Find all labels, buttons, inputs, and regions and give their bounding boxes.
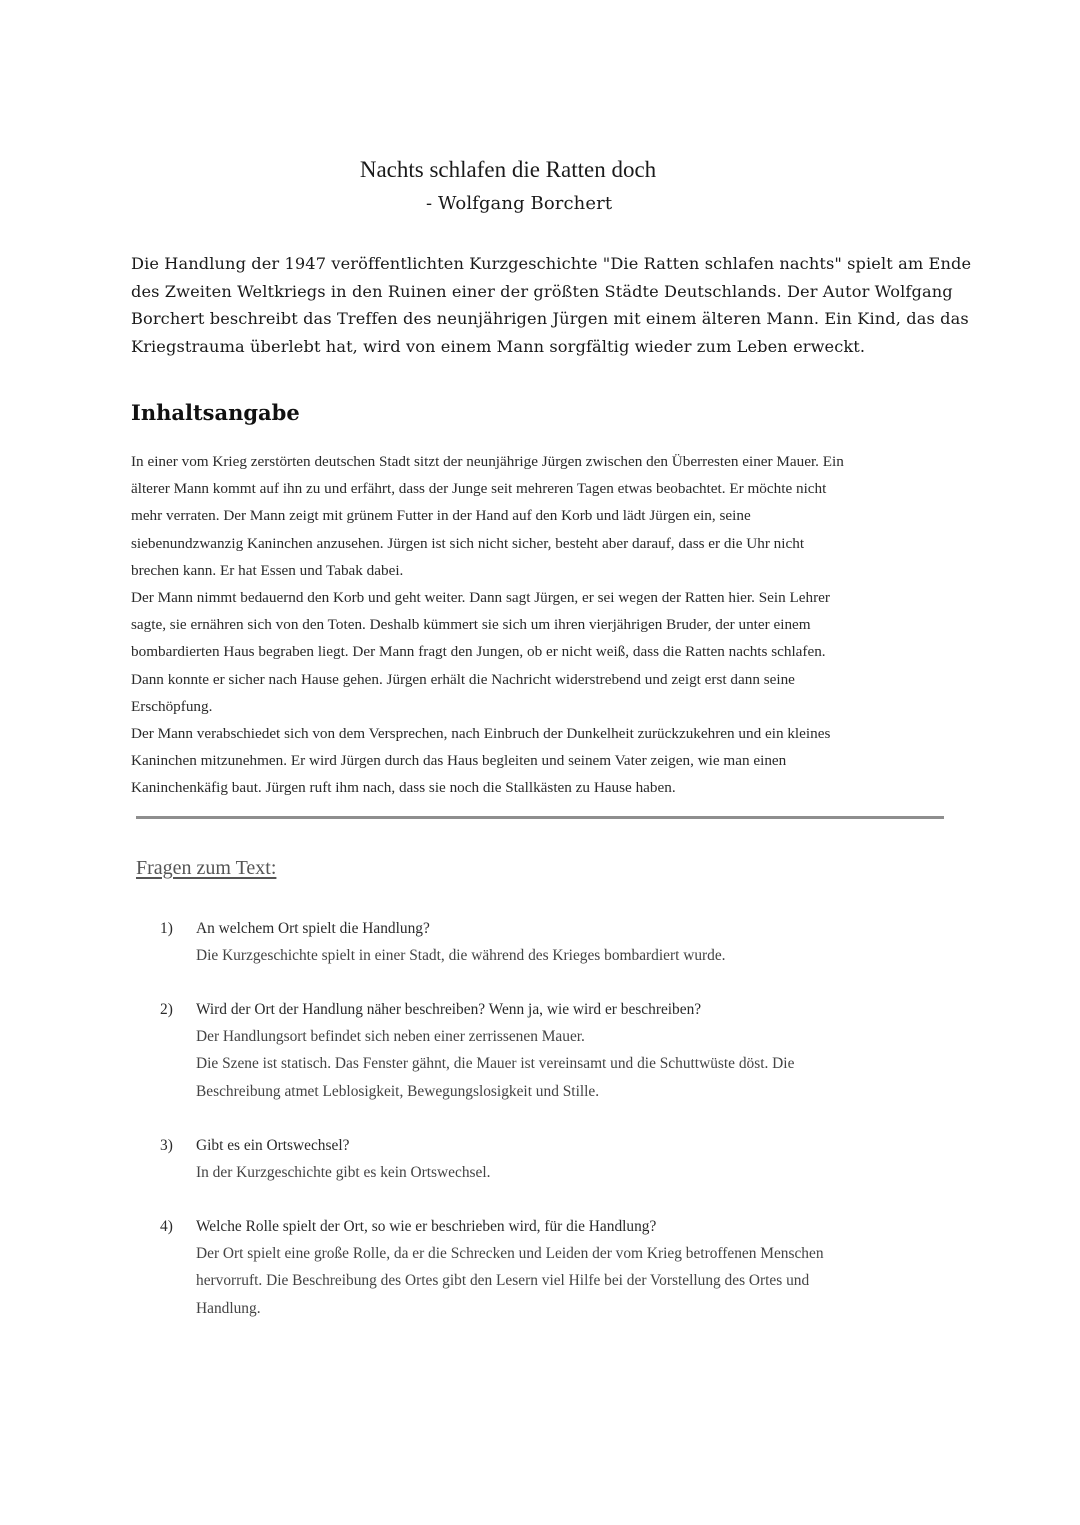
summary-line: bombardierten Haus begraben liegt. Der Mann fragt den Jungen, ob er nicht weiß, dass die Ratten nachts schlafen.: [131, 643, 826, 661]
intro-line: des Zweiten Weltkriegs in den Ruinen einer der größten Städte Deutschlands. Der Autor Wolfgang: [131, 281, 953, 301]
document-title: Nachts schlafen die Ratten doch: [359, 157, 657, 182]
answer-line: Der Handlungsort befindet sich neben einer zerrissenen Mauer.: [196, 1028, 585, 1046]
summary-line: Der Mann nimmt bedauernd den Korb und geht weiter. Dann sagt Jürgen, er sei wegen der Ratten hier. Sein Lehrer: [131, 589, 830, 607]
summary-line: älterer Mann kommt auf ihn zu und erfährt, dass der Junge seit mehreren Tagen etwas beobachtet. Er möchte nicht: [131, 480, 827, 498]
answer-line: In der Kurzgeschichte gibt es kein Ortswechsel.: [196, 1164, 491, 1182]
intro-line: Die Handlung der 1947 veröffentlichten Kurzgeschichte "Die Ratten schlafen nachts" spielt am Ende: [131, 254, 972, 273]
intro-line: Borchert beschreibt das Treffen des neunjährigen Jürgen mit einem älteren Mann. Ein Kind, das das: [131, 309, 969, 328]
answer-line: Die Szene ist statisch. Das Fenster gähnt, die Mauer ist vereinsamt und die Schuttwüste döst. Die: [196, 1055, 795, 1073]
question-number: 4): [160, 1218, 173, 1235]
question-number: 1): [160, 920, 173, 937]
summary-line: sagte, sie ernähren sich von den Toten. Deshalb kümmert sie sich um ihren vierjährigen Bruder, der unter einem: [131, 616, 811, 634]
question-text: Welche Rolle spielt der Ort, so wie er beschrieben wird, für die Handlung?: [196, 1218, 657, 1235]
answer-line: Beschreibung atmet Leblosigkeit, Bewegungslosigkeit und Stille.: [196, 1082, 600, 1100]
summary-line: Kaninchen mitzunehmen. Er wird Jürgen durch das Haus begleiten und seinem Vater zeigen, wie man einen: [131, 752, 787, 770]
summary-line: In einer vom Krieg zerstörten deutschen Stadt sitzt der neunjährige Jürgen zwischen den Überresten einer Mauer. Ein: [131, 453, 844, 470]
question-number: 3): [160, 1137, 173, 1154]
summary-line: brechen kann. Er hat Essen und Tabak dabei.: [131, 561, 404, 579]
horizontal-divider: [136, 816, 944, 819]
summary-paragraph: [131, 448, 961, 802]
summary-line: siebenundzwanzig Kaninchen anzusehen. Jürgen ist sich nicht sicher, besteht aber darauf, dass er die Uhr nicht: [131, 534, 805, 552]
question-text: Gibt es ein Ortswechsel?: [196, 1137, 350, 1154]
summary-line: Dann konnte er sicher nach Hause gehen. Jürgen erhält die Nachricht widerstrebend und zeigt erst dann seine: [131, 670, 795, 688]
answer-line: Die Kurzgeschichte spielt in einer Stadt, die während des Krieges bombardiert wurde.: [196, 947, 726, 965]
summary-heading: Inhaltsangabe: [131, 400, 300, 425]
questions-heading: Fragen zum Text:: [136, 857, 277, 879]
intro-paragraph: [131, 250, 972, 360]
answer-line: Handlung.: [196, 1299, 261, 1317]
summary-line: Der Mann verabschiedet sich von dem Versprechen, nach Einbruch der Dunkelheit zurückzukehren und ein kleines: [131, 725, 831, 743]
summary-line: Erschöpfung.: [131, 697, 213, 715]
question-number: 2): [160, 1001, 173, 1018]
question-text: An welchem Ort spielt die Handlung?: [196, 920, 430, 937]
question-text: Wird der Ort der Handlung näher beschreiben? Wenn ja, wie wird er beschreiben?: [196, 1001, 702, 1018]
summary-line: mehr verraten. Der Mann zeigt mit grünem Futter in der Hand auf den Korb und lädt Jürgen ein, seine: [131, 507, 751, 525]
document-author: - Wolfgang Borchert: [426, 193, 613, 214]
answer-line: hervorruft. Die Beschreibung des Ortes gibt den Lesern viel Hilfe bei der Vorstellung des Ortes und: [196, 1272, 810, 1290]
intro-line: Kriegstrauma überlebt hat, wird von einem Mann sorgfältig wieder zum Leben erweckt.: [131, 336, 866, 356]
answer-line: Der Ort spielt eine große Rolle, da er die Schrecken und Leiden der vom Krieg betroffenen Menschen: [196, 1245, 824, 1263]
summary-line: Kaninchenkäfig baut. Jürgen ruft ihm nach, dass sie noch die Stallkästen zu Hause haben.: [131, 779, 676, 797]
